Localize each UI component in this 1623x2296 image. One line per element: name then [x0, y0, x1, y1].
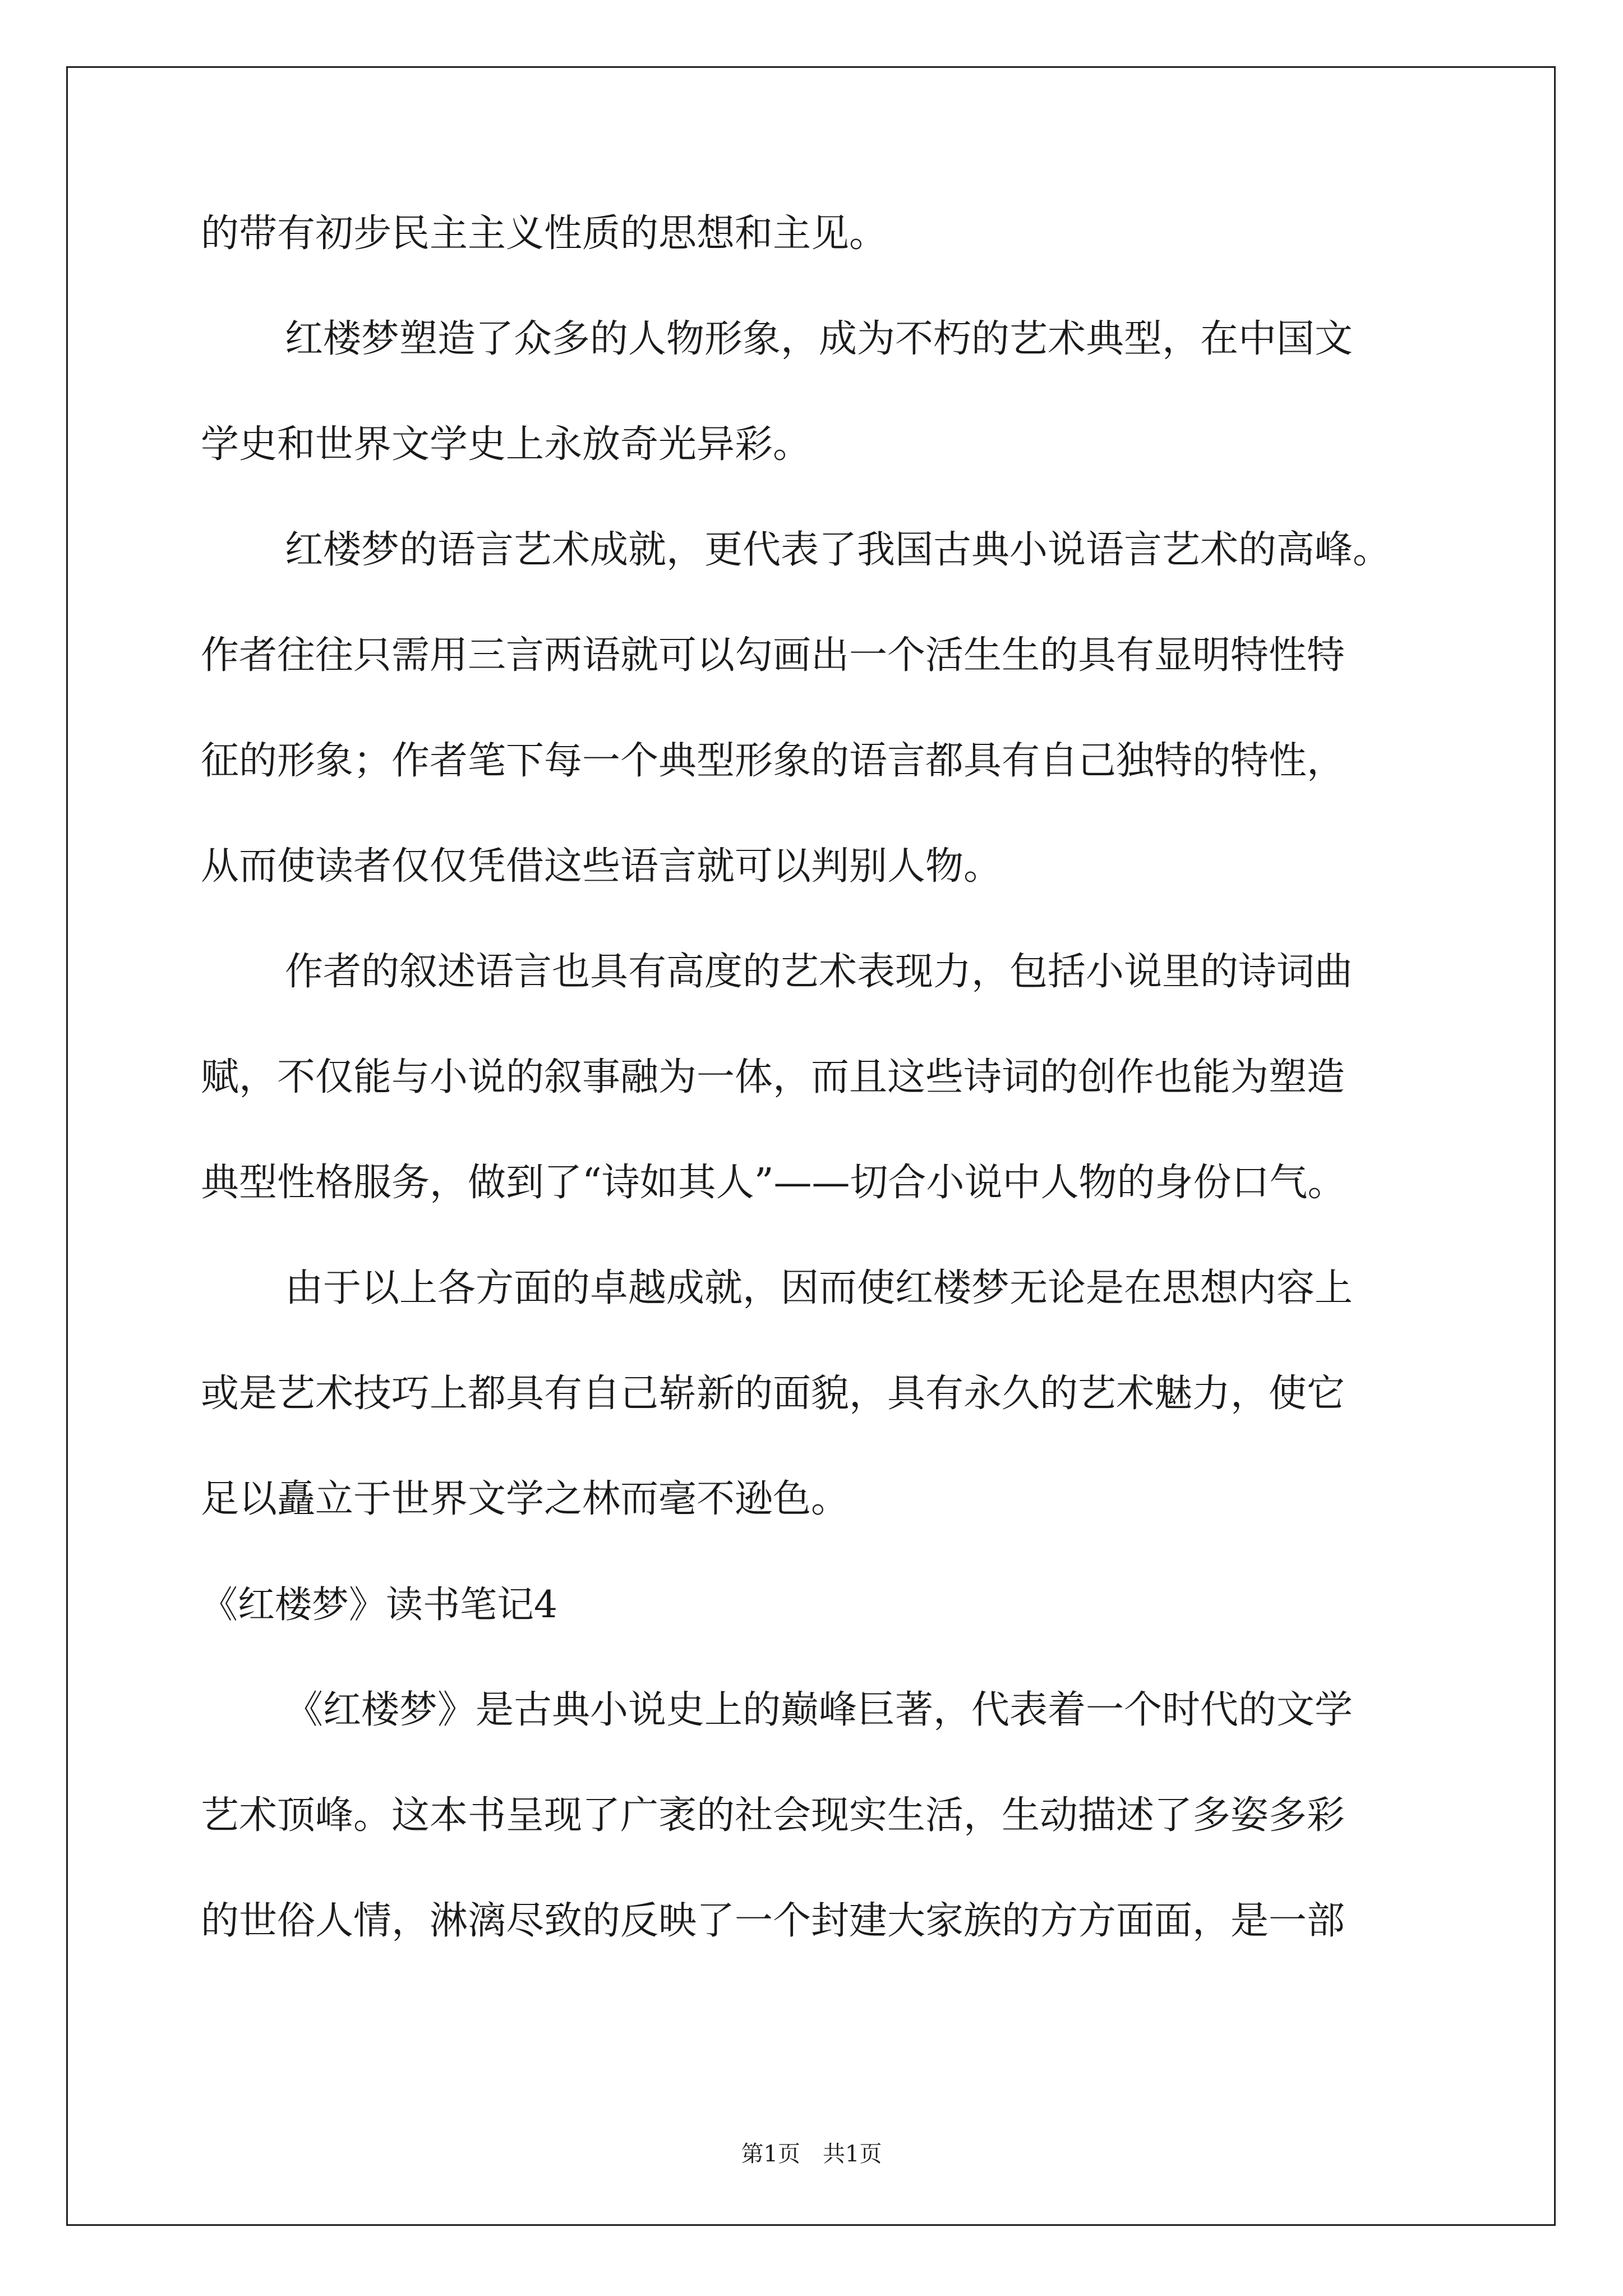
- text-line: 典型性格服务，做到了“诗如其人”——切合小说中人物的身份口气。: [201, 1161, 1346, 1205]
- text-line: 的带有初步民主主义性质的思想和主见。: [201, 211, 888, 256]
- text-line: 的世俗人情，淋漓尽致的反映了一个封建大家族的方方面面，是一部: [201, 1899, 1345, 1943]
- page-footer: 第1页 共1页: [741, 2141, 882, 2167]
- text-line: 从而使读者仅仅凭借这些语言就可以判别人物。: [201, 844, 1002, 889]
- paragraph-start-line: 由于以上各方面的卓越成就，因而使红楼梦无论是在思想内容上: [285, 1266, 1353, 1310]
- text-line: 学史和世界文学史上永放奇光异彩。: [201, 422, 811, 467]
- section-heading: 《红楼梦》读书笔记4: [201, 1583, 557, 1626]
- text-line: 或是艺术技巧上都具有自己崭新的面貌，具有永久的艺术魅力，使它: [201, 1372, 1345, 1416]
- text-line: 赋，不仅能与小说的叙事融为一体，而且这些诗词的创作也能为塑造: [201, 1055, 1345, 1099]
- text-line: 足以矗立于世界文学之林而毫不逊色。: [201, 1477, 850, 1521]
- paragraph-start-line: 《红楼梦》是古典小说史上的巅峰巨著，代表着一个时代的文学: [285, 1688, 1353, 1732]
- paragraph-start-line: 红楼梦的语言艺术成就，更代表了我国古典小说语言艺术的高峰。: [285, 528, 1391, 572]
- text-line: 作者往往只需用三言两语就可以勾画出一个活生生的具有显明特性特: [201, 633, 1345, 678]
- text-line: 艺术顶峰。这本书呈现了广袤的社会现实生活，生动描述了多姿多彩: [201, 1793, 1345, 1838]
- text-line: 征的形象；作者笔下每一个典型形象的语言都具有自己独特的特性，: [201, 739, 1345, 783]
- paragraph-start-line: 红楼梦塑造了众多的人物形象，成为不朽的艺术典型，在中国文: [285, 317, 1353, 361]
- document-body: [201, 208, 1429, 2000]
- paragraph-start-line: 作者的叙述语言也具有高度的艺术表现力，包括小说里的诗词曲: [285, 950, 1353, 994]
